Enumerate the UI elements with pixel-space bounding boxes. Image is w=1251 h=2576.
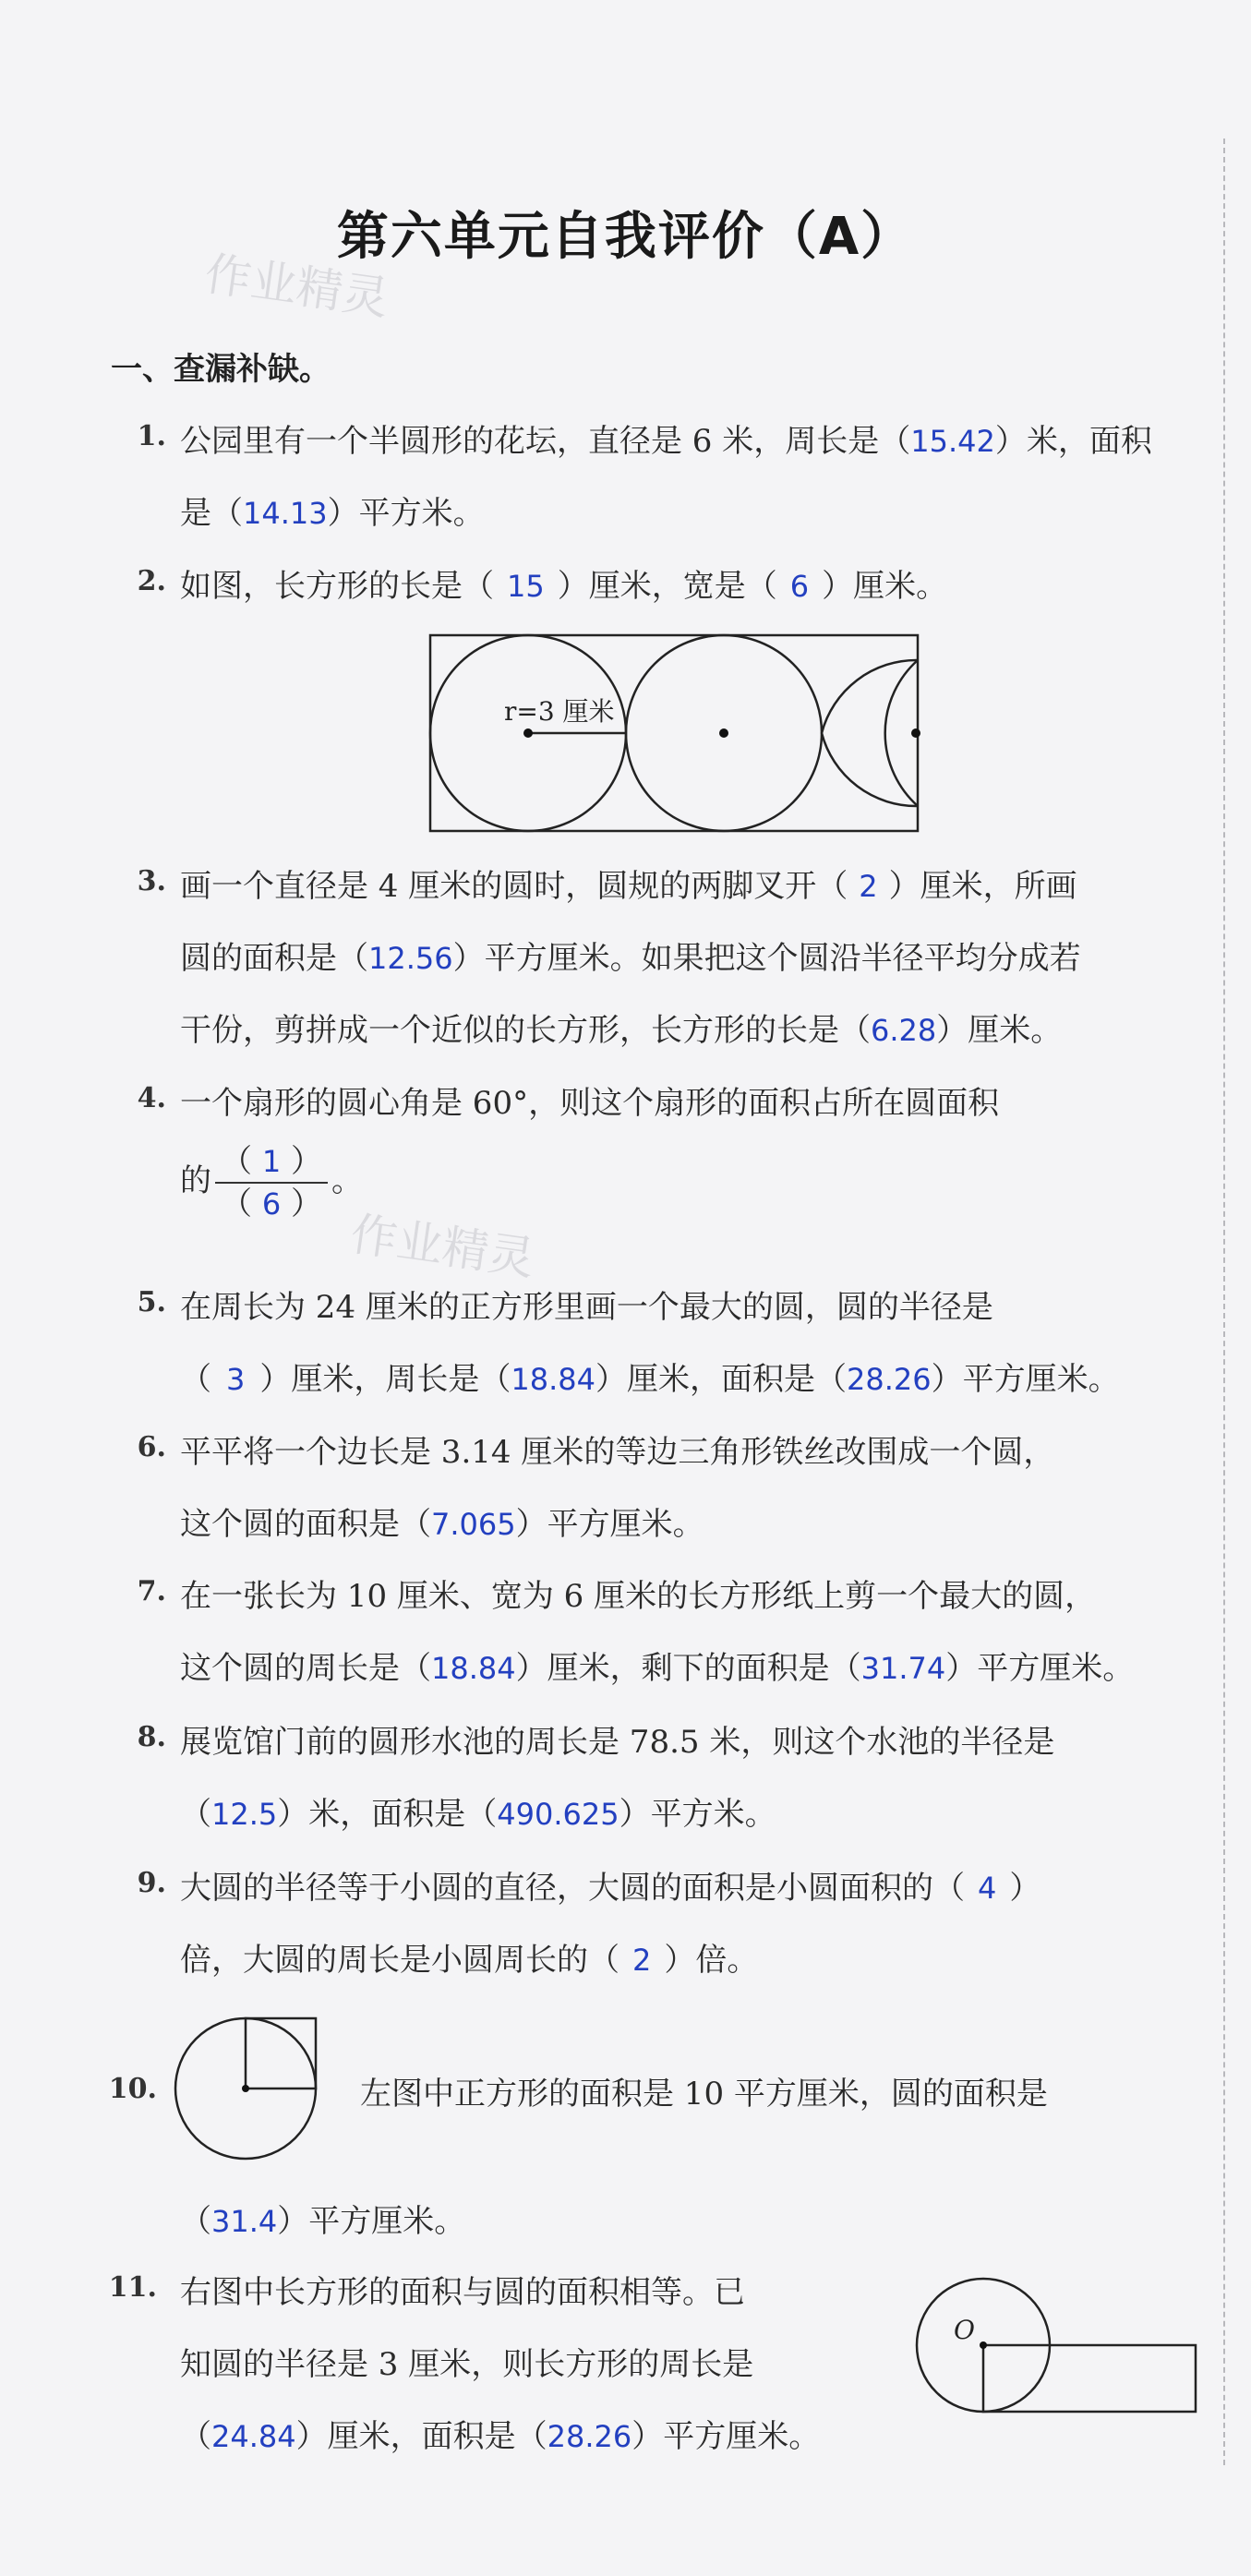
question-number: 3. [137, 865, 166, 897]
answer-blank: 28.26 [547, 2419, 632, 2454]
answer-blank: 18.84 [431, 1651, 516, 1686]
answer-blank: 28.26 [846, 1362, 932, 1397]
answer-blank: 18.84 [511, 1362, 595, 1397]
question-4-line-1: 一个扇形的圆心角是 60°，则这个扇形的面积占所在圆面积 [180, 1085, 1000, 1122]
question-number: 10. [108, 2073, 157, 2105]
answer-blank: 24.84 [211, 2419, 296, 2454]
question-6-line-2: 这个圆的面积是（7.065）平方厘米。 [180, 1506, 704, 1543]
answer-blank: 4 [978, 1871, 997, 1906]
question-number: 6. [137, 1431, 166, 1463]
question-3-line-1: 画一个直径是 4 厘米的圆时，圆规的两脚叉开（ 2 ）厘米，所画 [180, 868, 1077, 905]
question-11-line-3: （24.84）厘米，面积是（28.26）平方厘米。 [180, 2418, 821, 2455]
question-9-line-2: 倍，大圆的周长是小圆周长的（ 2 ）倍。 [180, 1942, 759, 1979]
question-number: 7. [137, 1575, 166, 1607]
answer-blank: 12.56 [368, 941, 453, 976]
answer-blank: 31.4 [211, 2204, 278, 2239]
question-8-line-2: （12.5）米，面积是（490.625）平方米。 [180, 1796, 776, 1833]
answer-blank: 2 [632, 1943, 652, 1978]
question-3-line-2: 圆的面积是（12.56）平方厘米。如果把这个圆沿半径平均分成若 [180, 940, 1081, 977]
question-number: 2. [137, 565, 166, 597]
section-heading: 一、查漏补缺。 [111, 351, 331, 388]
circle-rectangle-figure [909, 2267, 1205, 2424]
answer-blank: 7.065 [431, 1507, 516, 1542]
question-number: 11. [108, 2271, 157, 2304]
answer-blank: 15 [507, 569, 545, 604]
answer-blank: 12.5 [211, 1797, 278, 1832]
question-5-line-2: （ 3 ）厘米，周长是（18.84）厘米，面积是（28.26）平方厘米。 [180, 1361, 1120, 1398]
question-number: 1. [137, 420, 166, 452]
question-6-line-1: 平平将一个边长是 3.14 厘米的等边三角形铁丝改围成一个圆， [180, 1434, 1055, 1471]
question-2-line-1: 如图，长方形的长是（ 15 ）厘米，宽是（ 6 ）厘米。 [180, 568, 948, 605]
question-7-line-2: 这个圆的周长是（18.84）厘米，剩下的面积是（31.74）平方厘米。 [180, 1650, 1135, 1687]
binding-dashed-line [1223, 138, 1225, 2465]
question-1-line-2: 是（14.13）平方米。 [180, 495, 485, 532]
question-10-line-1: 左图中正方形的面积是 10 平方厘米，圆的面积是 [360, 2076, 1048, 2113]
radius-label: r=3 厘米 [504, 696, 615, 727]
watermark: 作业精灵 [201, 247, 392, 326]
question-number: 4. [137, 1082, 166, 1114]
question-number: 8. [137, 1721, 166, 1753]
question-5-line-1: 在周长为 24 厘米的正方形里画一个最大的圆，圆的半径是 [180, 1289, 993, 1326]
fraction-answer: $\frac{( 1 )}{( 6 )}$ [215, 1141, 328, 1224]
answer-blank: 6.28 [871, 1013, 937, 1048]
answer-blank: 2 [859, 869, 878, 904]
center-label: O [954, 2315, 975, 2345]
question-11-line-2: 知圆的半径是 3 厘米，则长方形的周长是 [180, 2346, 754, 2383]
watermark: 作业精灵 [347, 1207, 538, 1286]
answer-blank: 6 [789, 569, 810, 604]
question-11-line-1: 右图中长方形的面积与圆的面积相等。已 [180, 2274, 745, 2311]
question-3-line-3: 干份，剪拼成一个近似的长方形，长方形的长是（6.28）厘米。 [180, 1012, 1063, 1049]
answer-blank: 15.42 [910, 424, 995, 459]
answer-blank: 31.74 [860, 1651, 946, 1686]
question-7-line-1: 在一张长为 10 厘米、宽为 6 厘米的长方形纸上剪一个最大的圆， [180, 1578, 1097, 1615]
question-9-line-1: 大圆的半径等于小圆的直径，大圆的面积是小圆面积的（ 4 ） [180, 1870, 1041, 1907]
question-number: 9. [137, 1867, 166, 1899]
answer-blank: 3 [226, 1362, 246, 1397]
question-10-line-2: （31.4）平方厘米。 [180, 2203, 466, 2240]
question-1-line-1: 公园里有一个半圆形的花坛，直径是 6 米，周长是（15.42）米，面积 [180, 423, 1152, 460]
question-number: 5. [137, 1286, 166, 1318]
circle-square-figure [172, 2011, 329, 2168]
three-circles-rectangle-figure [425, 628, 923, 840]
question-8-line-1: 展览馆门前的圆形水池的周长是 78.5 米，则这个水池的半径是 [180, 1724, 1055, 1761]
answer-blank: 14.13 [243, 496, 328, 531]
answer-blank: 490.625 [497, 1797, 619, 1832]
question-4-line-2: 的 $\frac{( 1 )}{( 6 )}$ 。 [180, 1143, 363, 1222]
page-title: 第六单元自我评价（A） [336, 207, 915, 267]
